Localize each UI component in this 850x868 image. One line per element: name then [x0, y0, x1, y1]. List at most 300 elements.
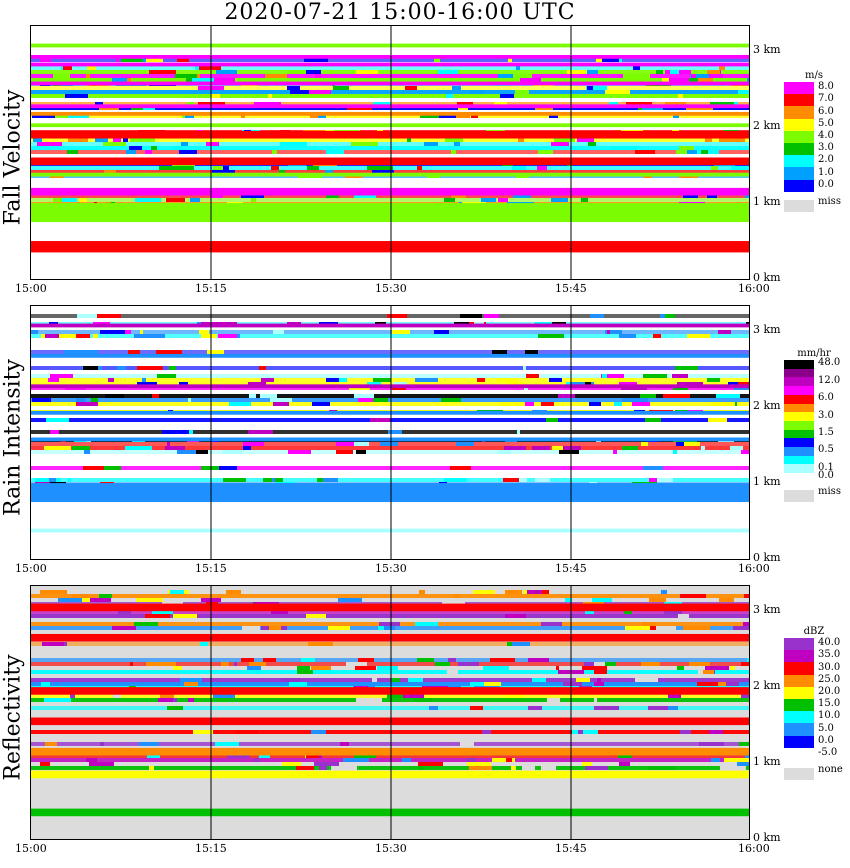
speckle-cell	[725, 766, 746, 770]
y-tick-label: 3 km	[753, 323, 781, 337]
speckle-cell	[744, 594, 750, 598]
speckle-cell	[251, 198, 256, 202]
speckle-cell	[492, 350, 507, 354]
speckle-cell	[678, 94, 683, 98]
speckle-cell	[108, 378, 114, 382]
speckle-cell	[268, 94, 272, 98]
speckle-cell	[135, 198, 161, 202]
speckle-cell	[511, 766, 516, 770]
speckle-cell	[188, 398, 191, 402]
speckle-cell	[336, 450, 353, 454]
speckle-cell	[594, 706, 619, 710]
legend-level: 5.0	[818, 117, 834, 129]
speckle-cell	[358, 658, 374, 662]
speckle-cell	[588, 142, 596, 146]
speckle-cell	[379, 622, 400, 626]
speckle-cell	[128, 350, 140, 354]
speckle-cell	[32, 398, 51, 402]
speckle-cell	[384, 626, 395, 630]
speckle-cell	[190, 198, 200, 202]
speckle-cell	[372, 678, 377, 682]
speckle-cell	[141, 762, 159, 766]
speckle-cell	[50, 374, 73, 378]
speckle-cell	[635, 150, 655, 154]
speckle-cell	[648, 766, 675, 770]
speckle-cell	[119, 626, 124, 630]
speckle-cell	[450, 466, 471, 470]
speckle-cell	[747, 658, 750, 662]
legend-swatch	[784, 711, 814, 724]
speckle-cell	[259, 366, 266, 370]
speckle-cell	[67, 150, 78, 154]
legend-swatch	[784, 155, 814, 168]
legend-swatch	[784, 143, 814, 156]
speckle-cell	[48, 378, 59, 382]
speckle-cell	[610, 146, 637, 150]
speckle-cell	[229, 402, 251, 406]
speckle-cell	[415, 378, 438, 382]
speckle-cell	[679, 70, 691, 74]
speckle-cell	[189, 598, 197, 602]
speckle-cell	[356, 70, 378, 74]
speckle-cell	[255, 670, 260, 674]
speckle-cell	[254, 758, 259, 762]
speckle-cell	[528, 658, 549, 662]
speckle-cell	[711, 402, 735, 406]
speckle-cell	[466, 758, 476, 762]
speckle-cell	[130, 662, 133, 666]
speckle-cell	[741, 662, 750, 666]
x-tick-label: 15:15	[195, 842, 227, 855]
speckle-cell	[522, 766, 535, 770]
legend-swatch	[784, 106, 814, 119]
speckle-cell	[249, 662, 266, 666]
fall-velocity-ylabel: Fall Velocity	[0, 89, 26, 226]
legend-level: 0.0	[818, 734, 834, 746]
speckle-cell	[577, 138, 594, 142]
speckle-cell	[355, 666, 376, 670]
y-tick-label: 3 km	[753, 603, 781, 617]
legend-level: 1.5	[818, 426, 834, 438]
rain-intensity-ylabel: Rain Intensity	[0, 359, 26, 516]
speckle-cell	[649, 478, 657, 482]
speckle-cell	[470, 90, 484, 94]
speckle-cell	[223, 478, 246, 482]
speckle-cell	[541, 622, 562, 626]
speckle-cell	[100, 742, 104, 746]
speckle-cell	[402, 758, 411, 762]
speckle-cell	[724, 758, 749, 762]
speckle-cell	[142, 378, 146, 382]
speckle-cell	[619, 762, 630, 766]
speckle-cell	[590, 314, 604, 318]
speckle-cell	[269, 626, 281, 630]
speckle-cell	[50, 430, 59, 434]
speckle-cell	[200, 642, 208, 646]
speckle-cell	[473, 590, 495, 594]
speckle-cell	[188, 698, 194, 702]
speckle-cell	[641, 662, 660, 666]
legend-swatch	[784, 119, 814, 132]
speckle-cell	[730, 446, 743, 450]
speckle-cell	[719, 598, 734, 602]
speckle-cell	[408, 678, 423, 682]
legend-level: 5.0	[818, 722, 834, 734]
speckle-cell	[444, 478, 467, 482]
speckle-cell	[356, 698, 382, 702]
legend-level: 6.0	[818, 392, 834, 404]
speckle-cell	[42, 642, 64, 646]
legend-swatch	[784, 473, 814, 482]
speckle-cell	[289, 682, 307, 686]
speckle-cell	[622, 446, 638, 450]
legend-level: 2.0	[818, 154, 834, 166]
chart-title: 2020-07-21 15:00-16:00 UTC	[224, 0, 576, 25]
speckle-cell	[126, 150, 136, 154]
legend-level: 48.0	[818, 357, 841, 369]
legend-level: 12.0	[818, 374, 841, 386]
speckle-cell	[68, 478, 71, 482]
speckle-cell	[635, 678, 658, 682]
speckle-cell	[311, 666, 331, 670]
speckle-cell	[743, 622, 750, 626]
speckle-cell	[656, 70, 663, 74]
speckle-cell	[542, 590, 549, 594]
speckle-cell	[312, 402, 330, 406]
speckle-cell	[582, 762, 592, 766]
speckle-cell	[559, 450, 579, 454]
rain-intensity-plot	[30, 305, 750, 560]
speckle-cell	[199, 330, 209, 334]
speckle-cell	[179, 150, 197, 154]
legend-swatch	[784, 82, 814, 95]
speckle-cell	[556, 666, 559, 670]
legend-missing-label: miss	[818, 195, 841, 207]
speckle-cell	[387, 314, 407, 318]
speckle-cell	[518, 138, 524, 142]
speckle-cell	[169, 366, 176, 370]
speckle-cell	[673, 450, 677, 454]
legend-level: 1.0	[818, 166, 834, 178]
speckle-cell	[167, 706, 183, 710]
legend-level: 4.0	[818, 129, 834, 141]
speckle-cell	[705, 666, 729, 670]
legend-level: 20.0	[818, 685, 841, 697]
speckle-cell	[149, 766, 154, 770]
speckle-cell	[467, 762, 491, 766]
legend-level: 3.0	[818, 142, 834, 154]
speckle-cell	[607, 330, 610, 334]
speckle-cell	[207, 350, 224, 354]
legend-level: 35.0	[818, 649, 841, 661]
speckle-cell	[572, 730, 598, 734]
speckle-cell	[45, 334, 59, 338]
speckle-cell	[587, 86, 593, 90]
legend-missing-label: none	[818, 764, 843, 775]
legend-swatch	[784, 748, 814, 761]
speckle-cell	[44, 446, 71, 450]
speckle-cell	[129, 146, 142, 150]
speckle-cell	[255, 78, 280, 82]
speckle-cell	[691, 74, 696, 78]
speckle-cell	[40, 590, 67, 594]
speckle-cell	[516, 66, 520, 70]
speckle-cell	[567, 70, 587, 74]
speckle-cell	[506, 758, 512, 762]
speckle-cell	[83, 366, 98, 370]
speckle-cell	[72, 446, 90, 450]
y-tick-label: 0 km	[753, 831, 781, 844]
speckle-cell	[79, 198, 87, 202]
speckle-cell	[525, 350, 538, 354]
speckle-cell	[48, 418, 69, 422]
speckle-cell	[37, 142, 62, 146]
speckle-cell	[270, 398, 292, 402]
speckle-cell	[613, 450, 617, 454]
speckle-cell	[173, 666, 182, 670]
speckle-cell	[297, 670, 313, 674]
legend-level: 0.0	[818, 470, 834, 482]
speckle-cell	[683, 626, 710, 630]
legend-missing-swatch	[784, 768, 814, 780]
legend-level: 40.0	[818, 637, 841, 649]
speckle-cell	[261, 378, 274, 382]
speckle-cell	[218, 334, 237, 338]
speckle-cell	[661, 590, 667, 594]
speckle-cell	[711, 758, 720, 762]
speckle-cell	[95, 138, 108, 142]
speckle-cell	[547, 698, 560, 702]
speckle-cell	[434, 330, 449, 334]
speckle-cell	[136, 598, 163, 602]
legend-swatch	[784, 736, 814, 749]
speckle-cell	[290, 90, 309, 94]
speckle-cell	[213, 730, 219, 734]
speckle-cell	[677, 666, 684, 670]
y-tick-label: 1 km	[753, 755, 781, 769]
speckle-cell	[602, 374, 607, 378]
speckle-cell	[419, 590, 425, 594]
speckle-cell	[152, 394, 159, 398]
speckle-cell	[470, 682, 484, 686]
speckle-cell	[282, 762, 301, 766]
speckle-cell	[134, 622, 158, 626]
y-tick-label: 3 km	[753, 43, 781, 57]
speckle-cell	[535, 478, 550, 482]
speckle-cell	[716, 394, 740, 398]
speckle-cell	[551, 198, 568, 202]
x-tick-label: 15:30	[375, 282, 407, 295]
speckle-cell	[41, 682, 50, 686]
speckle-cell	[528, 706, 542, 710]
y-tick-label: 1 km	[753, 475, 781, 489]
speckle-cell	[271, 166, 279, 170]
speckle-cell	[445, 138, 463, 142]
speckle-cell	[597, 678, 601, 682]
speckle-cell	[367, 166, 393, 170]
speckle-cell	[711, 166, 718, 170]
speckle-cell	[592, 598, 612, 602]
legend-level: 10.0	[818, 710, 841, 722]
speckle-cell	[97, 314, 121, 318]
speckle-cell	[63, 66, 72, 70]
speckle-cell	[112, 78, 127, 82]
speckle-cell	[581, 198, 588, 202]
speckle-cell	[103, 142, 126, 146]
speckle-cell	[451, 150, 456, 154]
legend-level: 0.5	[818, 444, 834, 456]
speckle-cell	[512, 166, 526, 170]
speckle-cell	[497, 378, 517, 382]
speckle-cell	[166, 198, 185, 202]
speckle-cell	[263, 658, 276, 662]
speckle-cell	[576, 678, 590, 682]
speckle-cell	[280, 142, 307, 146]
speckle-cell	[470, 706, 483, 710]
speckle-cell	[454, 142, 460, 146]
speckle-cell	[719, 138, 745, 142]
legend-unit: m/s	[805, 70, 823, 81]
speckle-cell	[481, 198, 496, 202]
speckle-cell	[500, 94, 514, 98]
speckle-cell	[137, 366, 163, 370]
speckle-cell	[165, 446, 185, 450]
speckle-cell	[645, 418, 661, 422]
speckle-cell	[707, 378, 720, 382]
speckle-cell	[490, 658, 515, 662]
speckle-cell	[288, 450, 311, 454]
speckle-cell	[507, 446, 526, 450]
speckle-cell	[515, 90, 529, 94]
speckle-cell	[392, 330, 410, 334]
speckle-cell	[226, 590, 241, 594]
speckle-cell	[84, 450, 90, 454]
x-tick-label: 16:00	[738, 562, 770, 575]
speckle-cell	[358, 398, 373, 402]
speckle-cell	[477, 378, 485, 382]
speckle-cell	[618, 378, 634, 382]
speckle-cell	[90, 598, 111, 602]
speckle-cell	[35, 478, 60, 482]
speckle-cell	[705, 138, 712, 142]
speckle-cell	[265, 74, 287, 78]
x-tick-label: 15:00	[15, 282, 47, 295]
speckle-cell	[87, 66, 96, 70]
legend-swatch	[784, 94, 814, 107]
speckle-cell	[273, 402, 289, 406]
speckle-cell	[123, 138, 128, 142]
speckle-cell	[680, 594, 706, 598]
speckle-cell	[173, 614, 197, 618]
speckle-cell	[675, 366, 698, 370]
legend-swatch	[784, 638, 814, 651]
speckle-cell	[676, 150, 687, 154]
speckle-cell	[64, 350, 82, 354]
speckle-cell	[140, 330, 143, 334]
speckle-cell	[643, 466, 663, 470]
speckle-cell	[351, 142, 378, 146]
speckle-cell	[669, 78, 689, 82]
speckle-cell	[100, 330, 125, 334]
legend-swatch	[784, 723, 814, 736]
speckle-cell	[503, 478, 519, 482]
speckle-cell	[697, 682, 718, 686]
speckle-cell	[594, 698, 597, 702]
legend-swatch	[784, 131, 814, 144]
speckle-cell	[199, 66, 221, 70]
speckle-cell	[483, 666, 509, 670]
speckle-cell	[315, 74, 321, 78]
legend-swatch	[784, 650, 814, 663]
speckle-cell	[273, 330, 284, 334]
speckle-cell	[216, 70, 237, 74]
speckle-cell	[211, 94, 220, 98]
y-tick-label: 0 km	[753, 551, 781, 564]
speckle-cell	[447, 670, 458, 674]
speckle-cell	[460, 314, 482, 318]
speckle-cell	[594, 670, 607, 674]
speckle-cell	[117, 366, 126, 370]
y-tick-label: 2 km	[753, 119, 781, 133]
speckle-cell	[551, 142, 569, 146]
legend-swatch	[784, 167, 814, 180]
speckle-cell	[328, 626, 350, 630]
speckle-cell	[93, 334, 98, 338]
speckle-cell	[446, 94, 453, 98]
speckle-cell	[281, 678, 301, 682]
speckle-cell	[498, 450, 511, 454]
speckle-cell	[546, 418, 558, 422]
speckle-cell	[484, 314, 499, 318]
speckle-cell	[619, 334, 636, 338]
speckle-cell	[308, 642, 333, 646]
speckle-cell	[414, 698, 432, 702]
speckle-cell	[167, 442, 170, 446]
x-tick-label: 15:45	[555, 842, 587, 855]
legend-level: 25.0	[818, 673, 841, 685]
speckle-cell	[241, 658, 254, 662]
speckle-cell	[653, 334, 661, 338]
speckle-cell	[623, 74, 650, 78]
speckle-cell	[429, 706, 438, 710]
speckle-cell	[319, 766, 327, 770]
speckle-cell	[317, 478, 323, 482]
legend-level: 0.1	[818, 461, 834, 473]
speckle-cell	[517, 430, 520, 434]
speckle-cell	[642, 622, 655, 626]
speckle-cell	[526, 374, 539, 378]
speckle-cell	[242, 626, 260, 630]
speckle-cell	[356, 450, 366, 454]
speckle-cell	[731, 166, 750, 170]
y-tick-label: 1 km	[753, 195, 781, 209]
speckle-cell	[513, 74, 532, 78]
speckle-cell	[605, 90, 630, 94]
speckle-cell	[287, 86, 300, 90]
speckle-cell	[248, 430, 273, 434]
speckle-cell	[311, 730, 326, 734]
speckle-cell	[307, 166, 319, 170]
speckle-cell	[594, 662, 605, 666]
legend-swatch	[784, 675, 814, 688]
speckle-cell	[614, 402, 622, 406]
speckle-cell	[157, 374, 176, 378]
speckle-cell	[322, 478, 338, 482]
speckle-cell	[234, 662, 237, 666]
speckle-cell	[201, 466, 219, 470]
speckle-cell	[86, 74, 90, 78]
speckle-cell	[738, 90, 750, 94]
